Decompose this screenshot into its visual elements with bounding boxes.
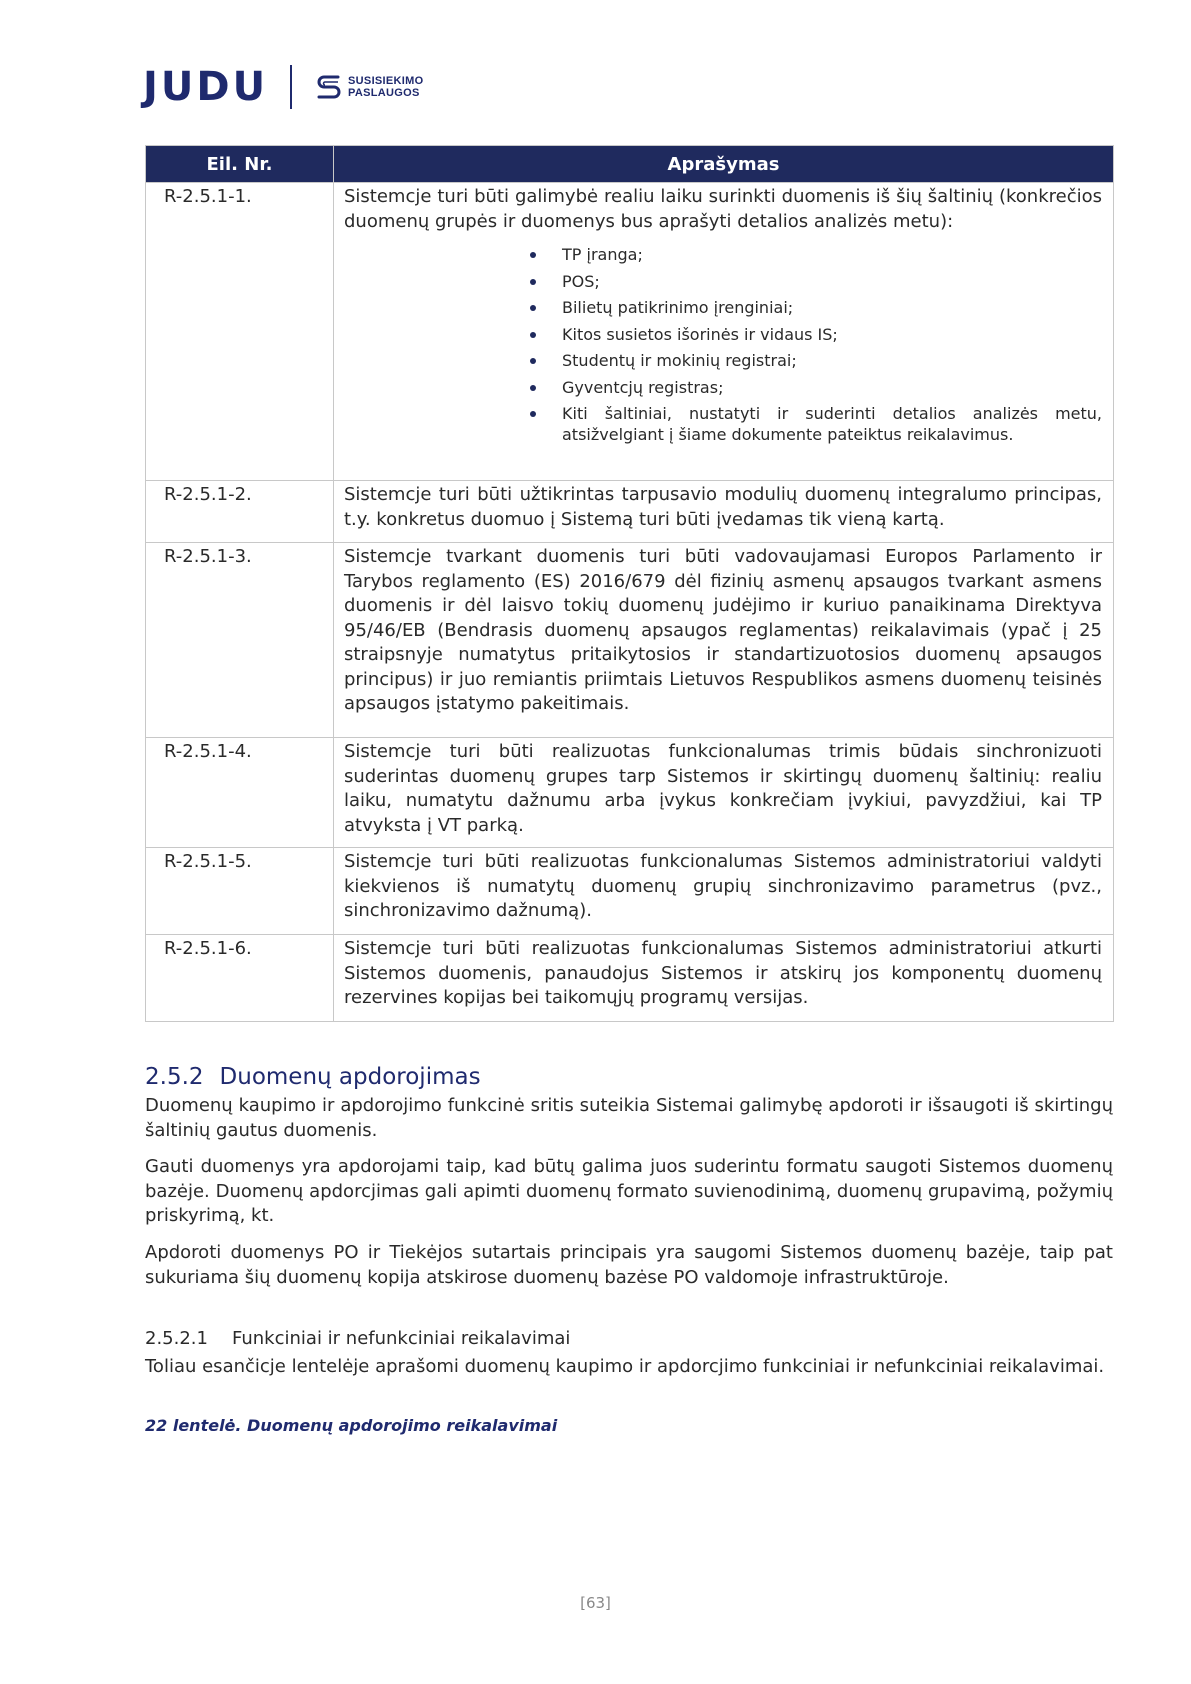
row-description	[334, 183, 1114, 481]
row-id: R-2.5.1-2.	[146, 481, 334, 543]
row-id: R-2.5.1-4.	[146, 738, 334, 848]
logo-text-line1: SUSISIEKIMO	[348, 75, 424, 87]
row-description: Sistemcje turi būti realizuotas funkcionalumas trimis būdais sinchronizuoti suderintas duomenų grupes tarp Sistemos ir skirtingų duomenų šaltinių: realiu laiku, numatytu dažnumu arba įvykus konkrečiam įvykiui, pavyzdžiui, kai TP atvyksta į VT parką.	[334, 738, 1114, 848]
section-paragraph: Gauti duomenys yra apdorojami taip, kad būtų galima juos suderintu formatu saugoti Sistemos duomenų bazėje. Duomenų apdorcjimas gali apimti duomenų formato suvienodinimą, duomenų grupavimą, požymių priskyrimą, kt.	[145, 1156, 1113, 1226]
list-item: Bilietų patikrinimo įrenginiai;	[562, 297, 1102, 318]
list-item: Kitos susietos išorinės ir vidaus IS;	[562, 324, 1102, 345]
column-header-description: Aprašymas	[334, 146, 1114, 183]
susisiekimo-paslaugos-logo	[314, 72, 423, 102]
list-item: POS;	[562, 271, 1102, 292]
row-id: R-2.5.1-1.	[146, 183, 334, 481]
row-description: Sistemcje turi būti realizuotas funkcionalumas Sistemos administratoriui valdyti kiekvienos iš numatytų duomenų grupių sinchronizavimo parametrus (pvz., sinchronizavimo dažnumą).	[334, 848, 1114, 935]
subsection-title: Funkciniai ir nefunkciniai reikalavimai	[232, 1328, 571, 1349]
row-text: Sistemcje turi būti galimybė realiu laiku surinkti duomenis iš šių šaltinių (konkrečios duomenų grupės ir duomenys bus aprašyti detalios analizės metu):	[344, 186, 1102, 232]
section-number: 2.5.2	[145, 1064, 204, 1090]
section-heading	[145, 1064, 481, 1090]
list-item: Studentų ir mokinių registrai;	[562, 350, 1102, 371]
column-header-id: Eil. Nr.	[146, 146, 334, 183]
table-row	[146, 738, 1114, 848]
table-row	[146, 481, 1114, 543]
table-row	[146, 848, 1114, 935]
row-id: R-2.5.1-6.	[146, 935, 334, 1022]
table-row	[146, 543, 1114, 738]
subsection-paragraph: Toliau esančicje lentelėje aprašomi duomenų kaupimo ir apdorcjimo funkciniai ir nefunkciniai reikalavimai.	[145, 1356, 1105, 1377]
section-paragraph: Duomenų kaupimo ir apdorojimo funkcinė sritis suteikia Sistemai galimybę apdoroti ir išsaugoti iš skirtingų šaltinių gautus duomenis.	[145, 1095, 1113, 1141]
table-row	[146, 183, 1114, 481]
page-header	[143, 62, 423, 112]
table-header-row	[146, 146, 1114, 183]
requirements-table	[145, 145, 1114, 1022]
subsection-number: 2.5.2.1	[145, 1328, 208, 1349]
row-description: Sistemcje turi būti realizuotas funkcionalumas Sistemos administratoriui atkurti Sistemos duomenis, panaudojus Sistemos ir atskirų jos komponentų duomenų rezervines kopijas bei taikomųjų programų versijas.	[334, 935, 1114, 1022]
row-description: Sistemcje tvarkant duomenis turi būti vadovaujamasi Europos Parlamento ir Tarybos reglamento (ES) 2016/679 dėl fizinių asmenų apsaugos tvarkant asmens duomenis ir dėl laisvo tokių duomenų judėjimo ir kuriuo panaikinama Direktyva 95/46/EB (Bendrasis duomenų apsaugos reglamentas) reikalavimais (ypač į 25 straipsnyje numatytus pritaikytosios ir standartizuotosios duomenų apsaugos principus) ir juo remiantis priimtais Lietuvos Respublikos asmens duomenų teisinės apsaugos įstatymo pakeitimais.	[334, 543, 1114, 738]
list-item: TP įranga;	[562, 244, 1102, 265]
source-list	[344, 244, 1102, 445]
page-number: [63]	[580, 1594, 611, 1612]
section-title: Duomenų apdorojimas	[219, 1064, 481, 1090]
judu-logo: JUDU	[143, 64, 269, 110]
table-row	[146, 935, 1114, 1022]
logo-text-line2: PASLAUGOS	[348, 87, 420, 99]
row-id: R-2.5.1-5.	[146, 848, 334, 935]
row-id: R-2.5.1-3.	[146, 543, 334, 738]
list-item: Kiti šaltiniai, nustatyti ir suderinti detalios analizės metu, atsižvelgiant į šiame dokumente pateiktus reikalavimus.	[562, 404, 1102, 444]
table-caption: 22 lentelė. Duomenų apdorojimo reikalavimai	[145, 1416, 558, 1435]
subsection-heading	[145, 1328, 570, 1349]
ss-emblem-icon	[314, 72, 344, 102]
logo-divider	[290, 65, 292, 109]
list-item: Gyventcjų registras;	[562, 377, 1102, 398]
row-description: Sistemcje turi būti užtikrintas tarpusavio modulių duomenų integralumo principas, t.y. konkretus duomuo į Sistemą turi būti įvedamas tik vieną kartą.	[334, 481, 1114, 543]
section-paragraph: Apdoroti duomenys PO ir Tiekėjos sutartais principais yra saugomi Sistemos duomenų bazėje, taip pat sukuriama šių duomenų kopija atskirose duomenų bazėse PO valdomoje infrastruktūroje.	[145, 1242, 1113, 1288]
